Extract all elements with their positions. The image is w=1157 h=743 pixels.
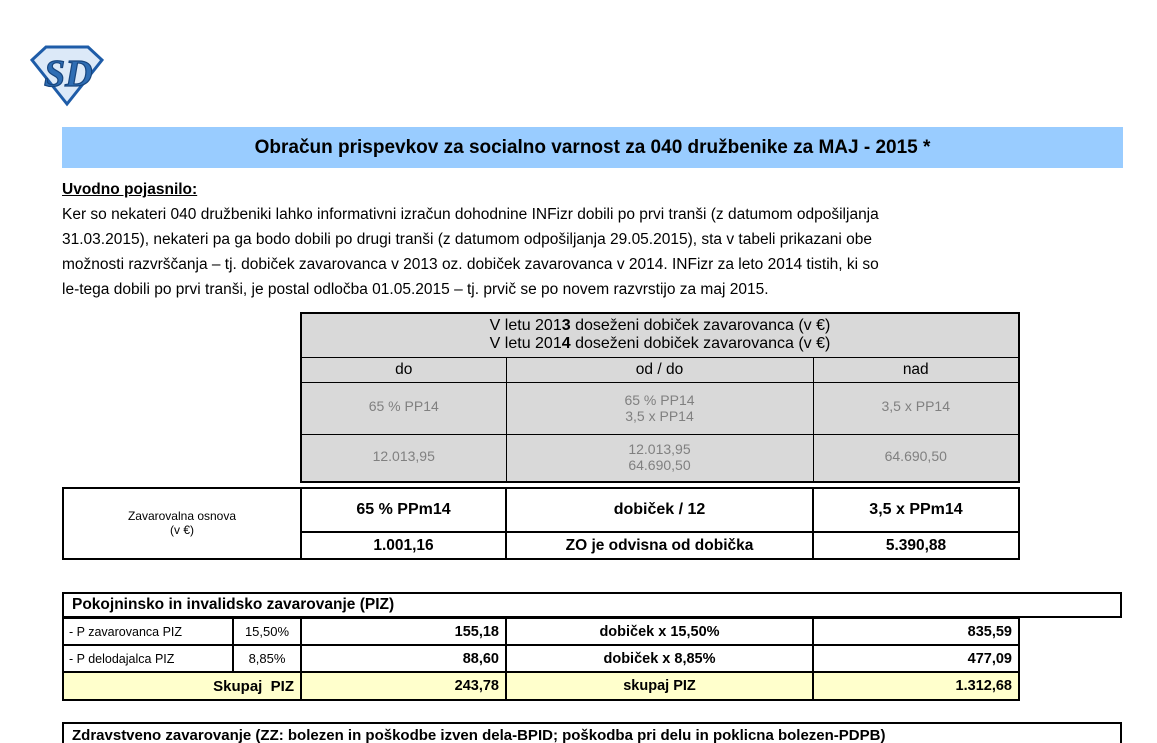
- piz-row-amount2: 835,59: [813, 618, 1019, 645]
- page-title: [62, 127, 1123, 168]
- base-value-do: 1.001,16: [301, 532, 506, 559]
- threshold-table: [300, 312, 1020, 483]
- base-formula-od-do: dobiček / 12: [506, 488, 813, 532]
- piz-row-label: - P zavarovanca PIZ: [63, 618, 233, 645]
- zz-section-title: Zdravstveno zavarovanje (ZZ: bolezen in poškodbe izven dela-BPID; poškodba pri delu in poklicna bolezen-PDPB): [62, 722, 1122, 743]
- piz-total-amount2: 1.312,68: [813, 672, 1019, 700]
- header-line-2014: V letu 2014 doseženi dobiček zavarovanca (v €): [489, 335, 831, 353]
- piz-total-row: [63, 672, 1019, 700]
- piz-row-formula: dobiček x 8,85%: [506, 645, 813, 672]
- base-formula-nad: 3,5 x PPm14: [813, 488, 1019, 532]
- base-formula-do: 65 % PPm14: [301, 488, 506, 532]
- intro-heading: Uvodno pojasnilo:: [62, 181, 198, 198]
- piz-total-formula: skupaj PIZ: [506, 672, 813, 700]
- intro-line: le-tega dobili po prvi tranši, je postal odločba 01.05.2015 – tj. prvič se po novem razvrstijo za maj 2015.: [62, 281, 769, 298]
- intro-line: 31.03.2015), nekateri pa ga bodo dobili po drugi tranši (z datumom odpošiljanja 29.05.2015), sta v tabeli prikazani obe: [62, 231, 872, 248]
- pp-cell-nad: 3,5 x PP14: [813, 382, 1019, 434]
- base-label-cell: [63, 488, 301, 559]
- insurance-base-table: [62, 487, 1020, 560]
- table-row: [63, 618, 1019, 645]
- piz-row-rate: 8,85%: [233, 645, 301, 672]
- piz-row-amount: 88,60: [301, 645, 506, 672]
- pp-cell-od-do: 65 % PP14 3,5 x PP14: [506, 382, 813, 434]
- piz-section-title: Pokojninsko in invalidsko zavarovanje (PIZ): [62, 592, 1122, 618]
- header-line-2013: V letu 2013 doseženi dobiček zavarovanca (v €): [489, 317, 831, 335]
- piz-total-amount: 243,78: [301, 672, 506, 700]
- base-label-line1: Zavarovalna osnova: [127, 508, 237, 523]
- intro-line: možnosti razvrščanja – tj. dobiček zavarovanca v 2013 oz. dobiček zavarovanca v 2014. INFizr za leto 2014 tistih, ki so: [62, 256, 879, 273]
- table-row: [63, 645, 1019, 672]
- threshold-table-header: [301, 313, 1019, 357]
- base-value-nad: 5.390,88: [813, 532, 1019, 559]
- intro-line: Ker so nekateri 040 družbeniki lahko informativni izračun dohodnine INFizr dobili po prvi tranši (z datumom odpošiljanja: [62, 206, 879, 223]
- company-logo: [28, 44, 106, 113]
- piz-row-formula: dobiček x 15,50%: [506, 618, 813, 645]
- piz-row-amount2: 477,09: [813, 645, 1019, 672]
- amount-cell-od-do: 12.013,95 64.690,50: [506, 434, 813, 482]
- base-value-od-do: ZO je odvisna od dobička: [506, 532, 813, 559]
- intro-section: [62, 177, 1132, 302]
- column-header-nad: nad: [813, 357, 1019, 382]
- piz-total-label: Skupaj PIZ: [63, 672, 301, 700]
- piz-row-rate: 15,50%: [233, 618, 301, 645]
- column-header-do: do: [301, 357, 506, 382]
- base-label-line2: (v €): [170, 522, 194, 537]
- column-header-od-do: od / do: [506, 357, 813, 382]
- piz-row-label: - P delodajalca PIZ: [63, 645, 233, 672]
- pp-cell-do: 65 % PP14: [301, 382, 506, 434]
- shield-logo-icon: [28, 44, 106, 108]
- page-title-text: Obračun prispevkov za socialno varnost za 040 družbenike za MAJ - 2015 *: [254, 136, 931, 158]
- amount-cell-nad: 64.690,50: [813, 434, 1019, 482]
- amount-cell-do: 12.013,95: [301, 434, 506, 482]
- piz-row-amount: 155,18: [301, 618, 506, 645]
- piz-table: [62, 617, 1020, 701]
- svg-text:SD: SD: [44, 53, 93, 95]
